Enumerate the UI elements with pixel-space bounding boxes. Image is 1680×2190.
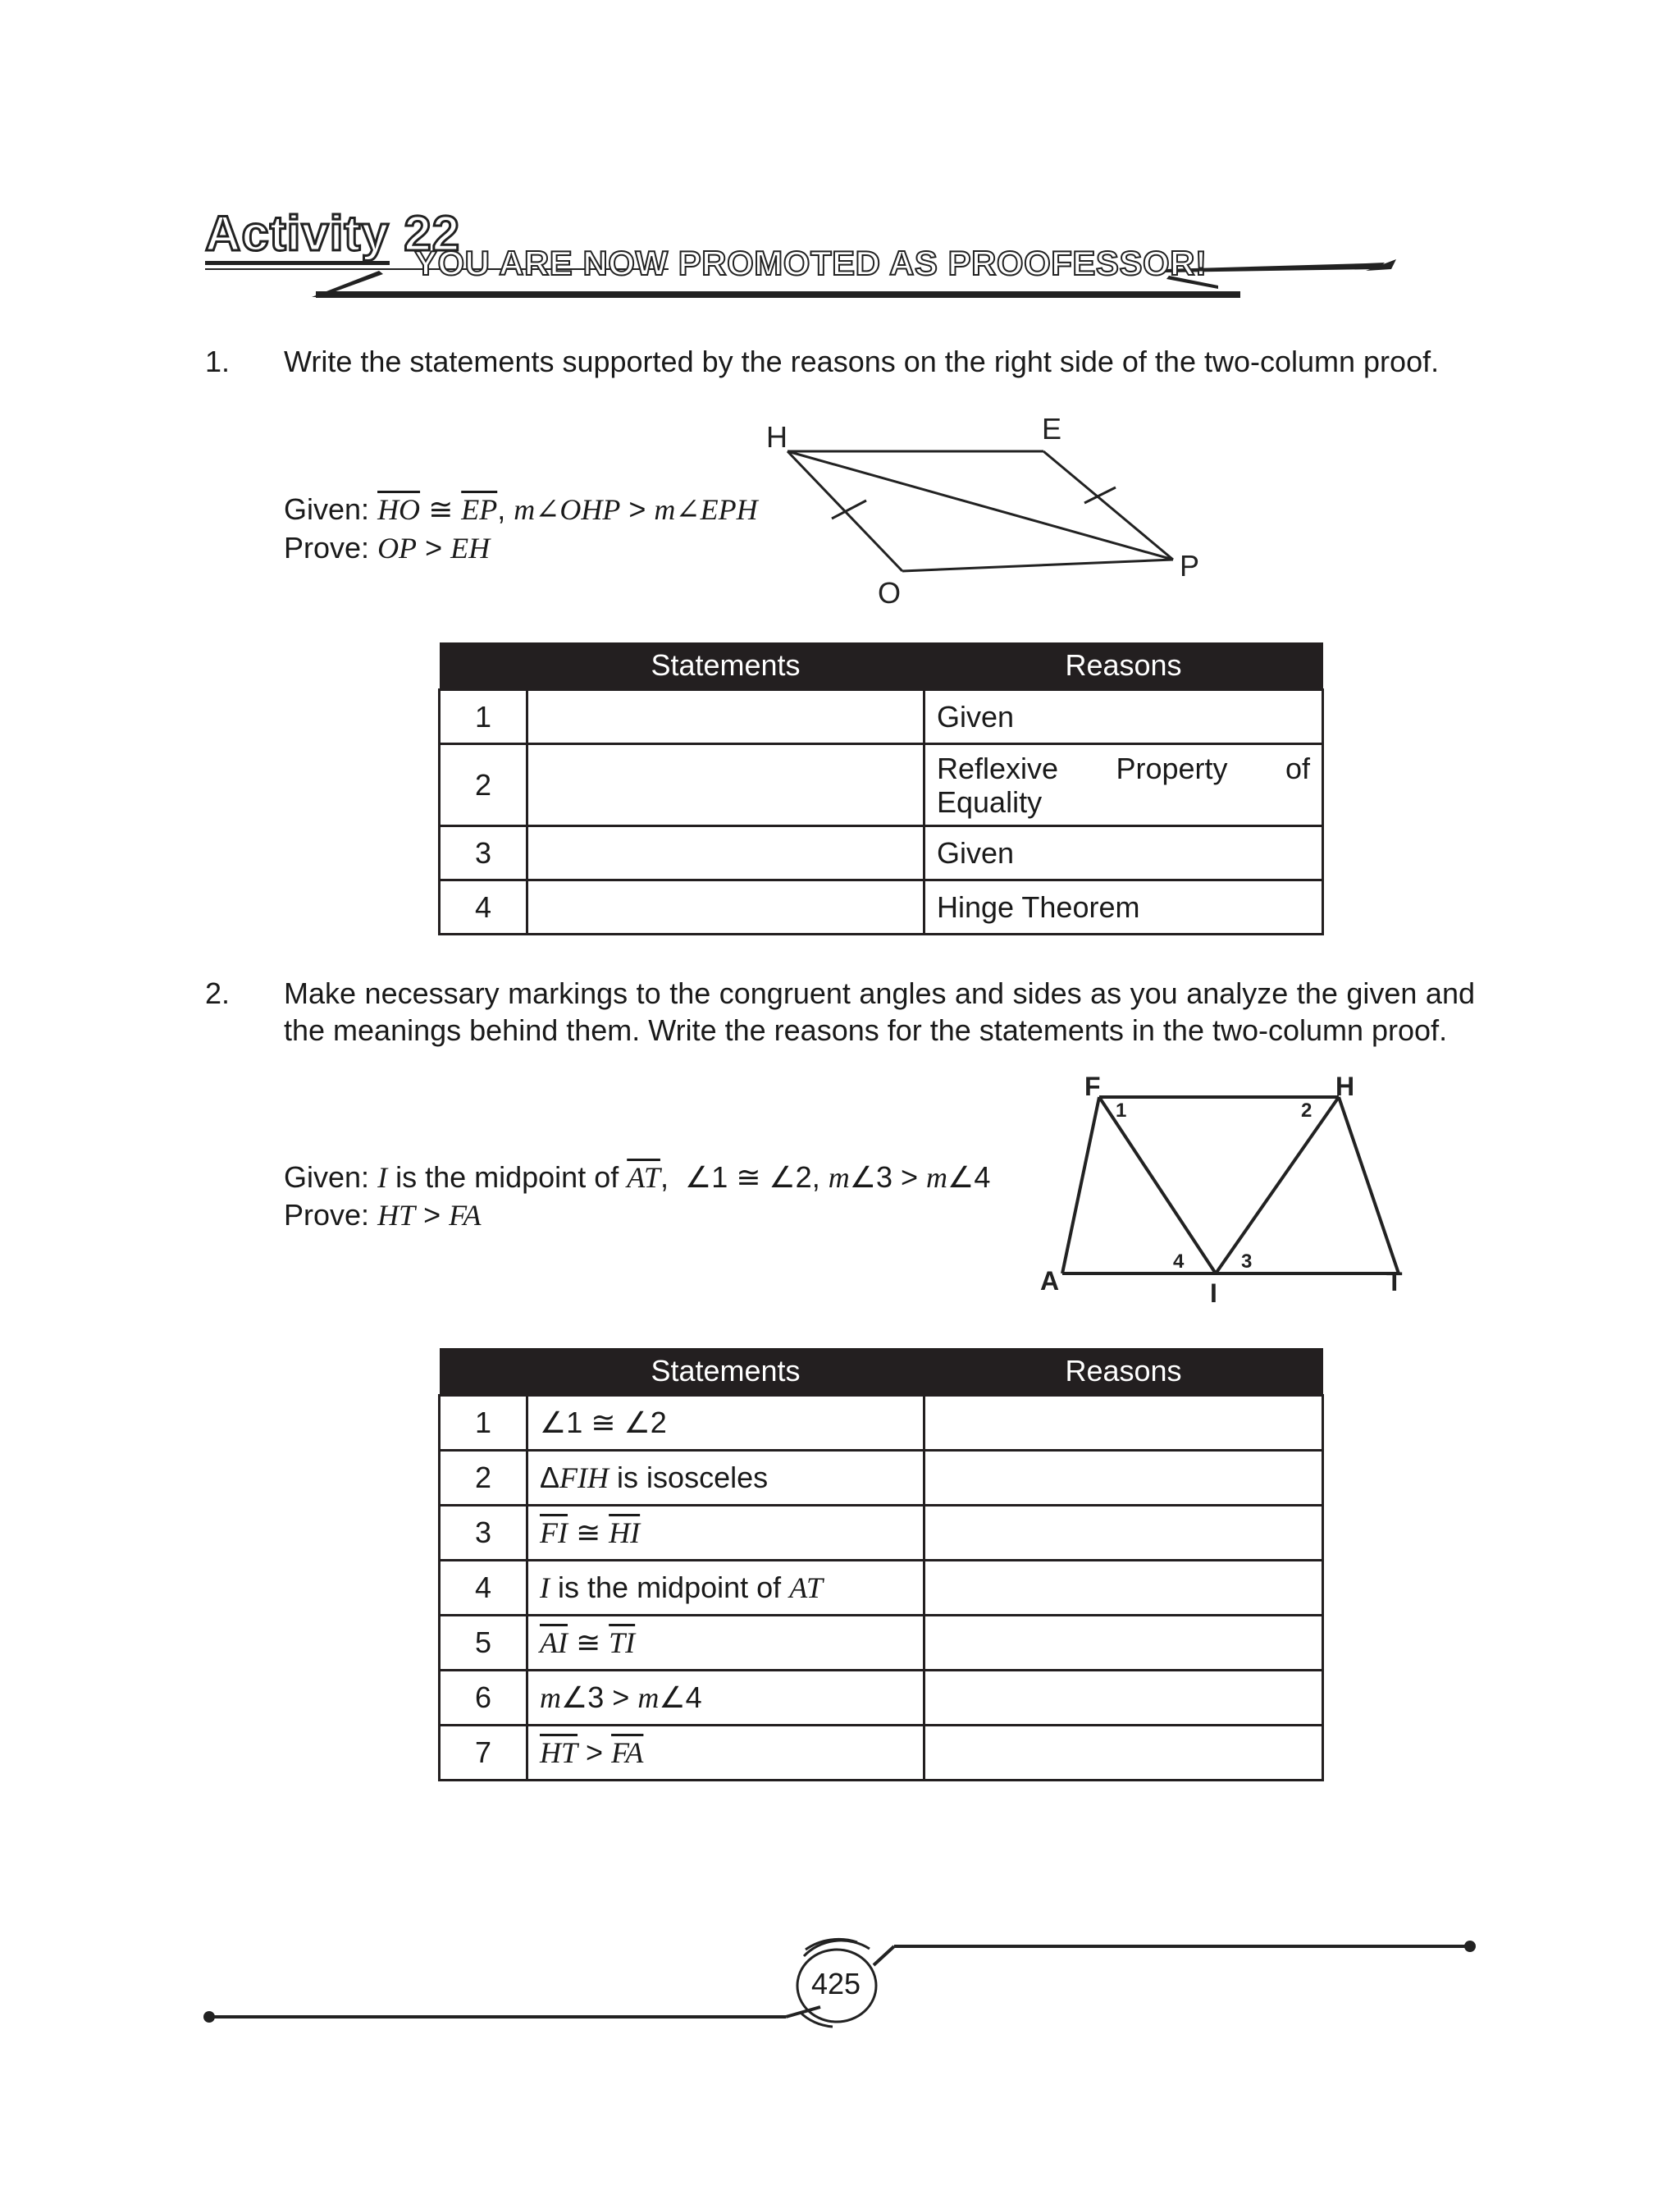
activity-word: Activity (205, 206, 390, 265)
angle-3-label: 3 (1241, 1250, 1253, 1273)
table-row (440, 880, 1323, 935)
table-header (440, 642, 1323, 690)
reason-word: Property (1116, 751, 1228, 785)
parallelogram-figure (755, 418, 1222, 615)
header-statements: Statements (527, 642, 924, 690)
statement-cell: $\overline{AI}$ ≅ $\overline{TI}$ (527, 1616, 924, 1671)
angle-1-label: 1 (1116, 1100, 1127, 1122)
prove-label: Prove: (284, 1198, 370, 1232)
statement-cell[interactable] (527, 880, 924, 935)
proof-table-1 (438, 642, 1324, 935)
reason-word: of (1285, 751, 1310, 785)
item1-instruction: Write the statements supported by the reasons on the right side of the two-column proof. (284, 345, 1440, 378)
item1-given: Given: $\overline{HO}$ ≅ $\overline{EP}$, m∠OHP > m∠EPH (284, 492, 758, 526)
given-text: is the midpoint of (395, 1160, 619, 1194)
proof-table-2 (438, 1348, 1324, 1781)
reason-cell[interactable] (924, 1396, 1323, 1451)
row-number: 4 (440, 880, 527, 935)
reason-cell: Given (924, 826, 1323, 880)
table-row (440, 1396, 1323, 1451)
label-o: O (878, 576, 902, 610)
row-number: 1 (440, 1396, 527, 1451)
reason-cell[interactable] (924, 1616, 1323, 1671)
item2-instruction: Make necessary markings to the congruent angles and sides as you analyze the given and the meanings behind them. Write the reasons for the statements in the two-column proof. (284, 976, 1475, 1047)
activity-number: 22 (404, 206, 461, 261)
row-number: 7 (440, 1726, 527, 1781)
reason-cell[interactable] (924, 1726, 1323, 1781)
page-number: 425 (811, 1967, 861, 2000)
item2-prove: Prove: HT > FA (284, 1198, 482, 1232)
prove-label: Prove: (284, 531, 370, 565)
reason-cell[interactable] (924, 1451, 1323, 1506)
row-number: 1 (440, 690, 527, 744)
statement-text: is isosceles (617, 1461, 769, 1494)
statement-cell[interactable] (527, 744, 924, 826)
table-row (440, 1451, 1323, 1506)
statement-cell: m∠3 > m∠4 (527, 1671, 924, 1726)
item1-number: 1. (205, 345, 231, 378)
label-i: I (1210, 1278, 1217, 1308)
row-number: 2 (440, 744, 527, 826)
table-row (440, 1726, 1323, 1781)
given-label: Given: (284, 492, 370, 526)
reason-cell[interactable] (924, 1671, 1323, 1726)
header-statements: Statements (527, 1348, 924, 1396)
table-row (440, 1506, 1323, 1561)
item1-prove: Prove: OP > EH (284, 531, 491, 565)
item2-number: 2. (205, 976, 231, 1010)
label-p: P (1180, 549, 1200, 583)
table-row (440, 1671, 1323, 1726)
reason-cell: Given (924, 690, 1323, 744)
angle-2-label: 2 (1301, 1100, 1312, 1122)
statement-cell[interactable] (527, 690, 924, 744)
row-number: 3 (440, 1506, 527, 1561)
table-header (440, 1348, 1323, 1396)
statement-cell: $\overline{HT} > \overline{FA}$ (527, 1726, 924, 1781)
row-number: 2 (440, 1451, 527, 1506)
label-a: A (1040, 1266, 1060, 1296)
table-row (440, 1616, 1323, 1671)
angle-4-label: 4 (1173, 1250, 1185, 1273)
reason-word: Reflexive (937, 751, 1059, 785)
item2-given: Given: I is the midpoint of $\overline{AT}$, ∠1 ≅ ∠2, m∠3 > m∠4 (284, 1160, 991, 1194)
row-number: 3 (440, 826, 527, 880)
reason-cell[interactable] (924, 1561, 1323, 1616)
label-e: E (1042, 418, 1062, 446)
header-number (440, 642, 527, 690)
row-number: 4 (440, 1561, 527, 1616)
label-t: T (1386, 1267, 1403, 1296)
table-row (440, 1561, 1323, 1616)
header-number (440, 1348, 527, 1396)
table-row (440, 690, 1323, 744)
statement-text: is the midpoint of (558, 1570, 782, 1604)
statement-cell: ΔFIH is isosceles (527, 1451, 924, 1506)
statement-cell: ∠1 ≅ ∠2 (527, 1396, 924, 1451)
reason-cell[interactable] (924, 1506, 1323, 1561)
label-f: F (1084, 1072, 1101, 1101)
label-h: H (766, 420, 788, 454)
trapezoid-figure (1034, 1071, 1427, 1309)
header-reasons: Reasons (924, 642, 1323, 690)
statement-cell[interactable] (527, 826, 924, 880)
reason-cell: Hinge Theorem (924, 880, 1323, 935)
statement-cell: I is the midpoint of AT (527, 1561, 924, 1616)
reason-line: Equality (937, 784, 1043, 819)
row-number: 5 (440, 1616, 527, 1671)
statement-cell: $\overline{FI}$ ≅ $\overline{HI}$ (527, 1506, 924, 1561)
given-label: Given: (284, 1160, 370, 1194)
label-h: H (1335, 1072, 1355, 1101)
header-reasons: Reasons (924, 1348, 1323, 1396)
table-row (440, 744, 1323, 826)
table-row (440, 826, 1323, 880)
reason-cell (924, 744, 1323, 826)
row-number: 6 (440, 1671, 527, 1726)
activity-title: YOU ARE NOW PROMOTED AS PROOFESSOR! (414, 244, 1208, 282)
